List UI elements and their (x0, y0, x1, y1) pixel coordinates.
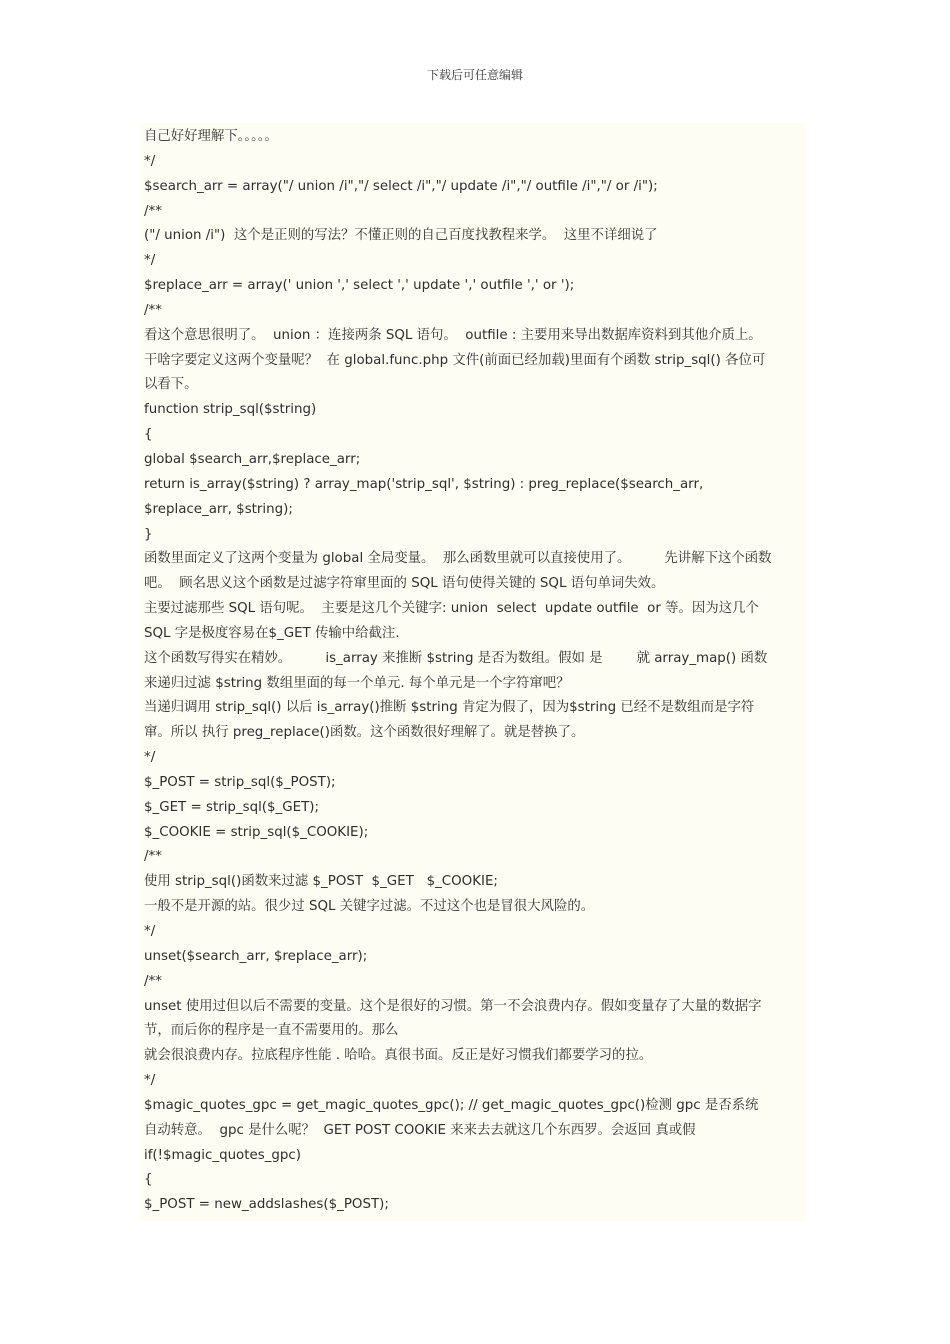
text-line: { (144, 427, 153, 443)
page-header: 下载后可任意编辑 (426, 68, 523, 82)
text-line: $replace_arr = array(' union ',' select ',' update ',' outfile ',' or '); (144, 278, 575, 294)
text-line: $search_arr = array("/ union /i","/ select /i","/ update /i","/ outfile /i","/ or /i"); (144, 178, 658, 194)
text-line: if(!$magic_quotes_gpc) (144, 1147, 301, 1163)
text-line: $_POST = new_addslashes($_POST); (144, 1197, 389, 1213)
text-line: { (144, 1172, 153, 1188)
text-line: function strip_sql($string) (144, 402, 317, 418)
text-line: } (144, 526, 153, 542)
text-line: ("/ union /i") 这个是正则的写法？不懂正则的自己百度找教程来学。 这里不详细说了 (144, 228, 658, 244)
text-line: /** (144, 203, 162, 219)
text-line: 来递归过滤 $string 数组里面的每一个单元. 每个单元是一个字符窜吧？ (144, 675, 570, 691)
text-line: 自动转意。 gpc 是什么呢？ GET POST COOKIE 来来去去就这几个东西罗。会返回 真或假 (144, 1122, 696, 1138)
text-line: $_GET = strip_sql($_GET); (144, 799, 320, 815)
text-line: 吧。 顾名思义这个函数是过滤字符窜里面的 SQL 语句使得关键的 SQL 语句单词失效。 (144, 576, 665, 592)
text-line: 当递归调用 strip_sql() 以后 is_array()推断 $string 肯定为假了，因为$string 已经不是数组而是字符 (144, 700, 755, 716)
text-line: unset 使用过但以后不需要的变量。这个是很好的习惯。第一不会浪费内存。假如变量存了大量的数据字 (144, 998, 762, 1014)
text-line: $_POST = strip_sql($_POST); (144, 774, 336, 790)
text-line: 节，而后你的程序是一直不需要用的。那么 (144, 1023, 399, 1039)
text-line: global $search_arr,$replace_arr; (144, 451, 361, 467)
text-line: 就会很浪费内存。拉底程序性能 . 哈哈。真很书面。反正是好习惯我们都要学习的拉。 (144, 1048, 653, 1064)
text-line: $magic_quotes_gpc = get_magic_quotes_gpc(); // get_magic_quotes_gpc()检测 gpc 是否系统 (144, 1097, 759, 1113)
text-line: return is_array($string) ? array_map('strip_sql', $string) : preg_replace($search_arr, (144, 476, 704, 492)
text-line: /** (144, 302, 162, 318)
text-line: /** (144, 849, 162, 865)
text-line: 一般不是开源的站。很少过 SQL 关键字过滤。不过这个也是冒很大风险的。 (144, 899, 595, 915)
text-line: unset($search_arr, $replace_arr); (144, 948, 368, 964)
text-line: 干啥字要定义这两个变量呢？ 在 global.func.php 文件(前面已经加载)里面有个函数 strip_sql() 各位可 (144, 352, 766, 368)
text-line: */ (144, 253, 156, 269)
text-line: SQL 字是极度容易在$_GET 传输中给截注. (144, 625, 400, 641)
text-line: */ (144, 924, 156, 939)
document-body (140, 123, 806, 1221)
text-line: */ (144, 1073, 156, 1089)
text-line: 看这个意思很明了。 union ：连接两条 SQL 语句。 outfile : 主要用来导出数据库资料到其他介质上。 (144, 327, 762, 343)
text-line: 以看下。 (144, 377, 198, 393)
text-line: */ (144, 153, 156, 169)
text-line: 自己好好理解下。。。。。 (144, 129, 278, 144)
text-line: 函数里面定义了这两个变量为 global 全局变量。 那么函数里就可以直接使用了。 先讲解下这个函数 (144, 551, 772, 567)
text-line: $replace_arr, $string); (144, 501, 293, 517)
text-line: 窜。所以 执行 preg_replace()函数。这个函数很好理解了。就是替换了。 (144, 725, 585, 741)
text-line: 主要过滤那些 SQL 语句呢。 主要是这几个关键字: union select update outfile or 等。因为这几个 (144, 601, 759, 617)
text-line: 使用 strip_sql()函数来过滤 $_POST $_GET $_COOKIE; (144, 874, 498, 890)
text-line: 这个函数写得实在精妙。 is_array 来推断 $string 是否为数组。假如 是 就 array_map() 函数 (144, 650, 768, 666)
text-line: */ (144, 750, 156, 766)
text-line: /** (144, 973, 162, 989)
text-line: $_COOKIE = strip_sql($_COOKIE); (144, 824, 369, 840)
